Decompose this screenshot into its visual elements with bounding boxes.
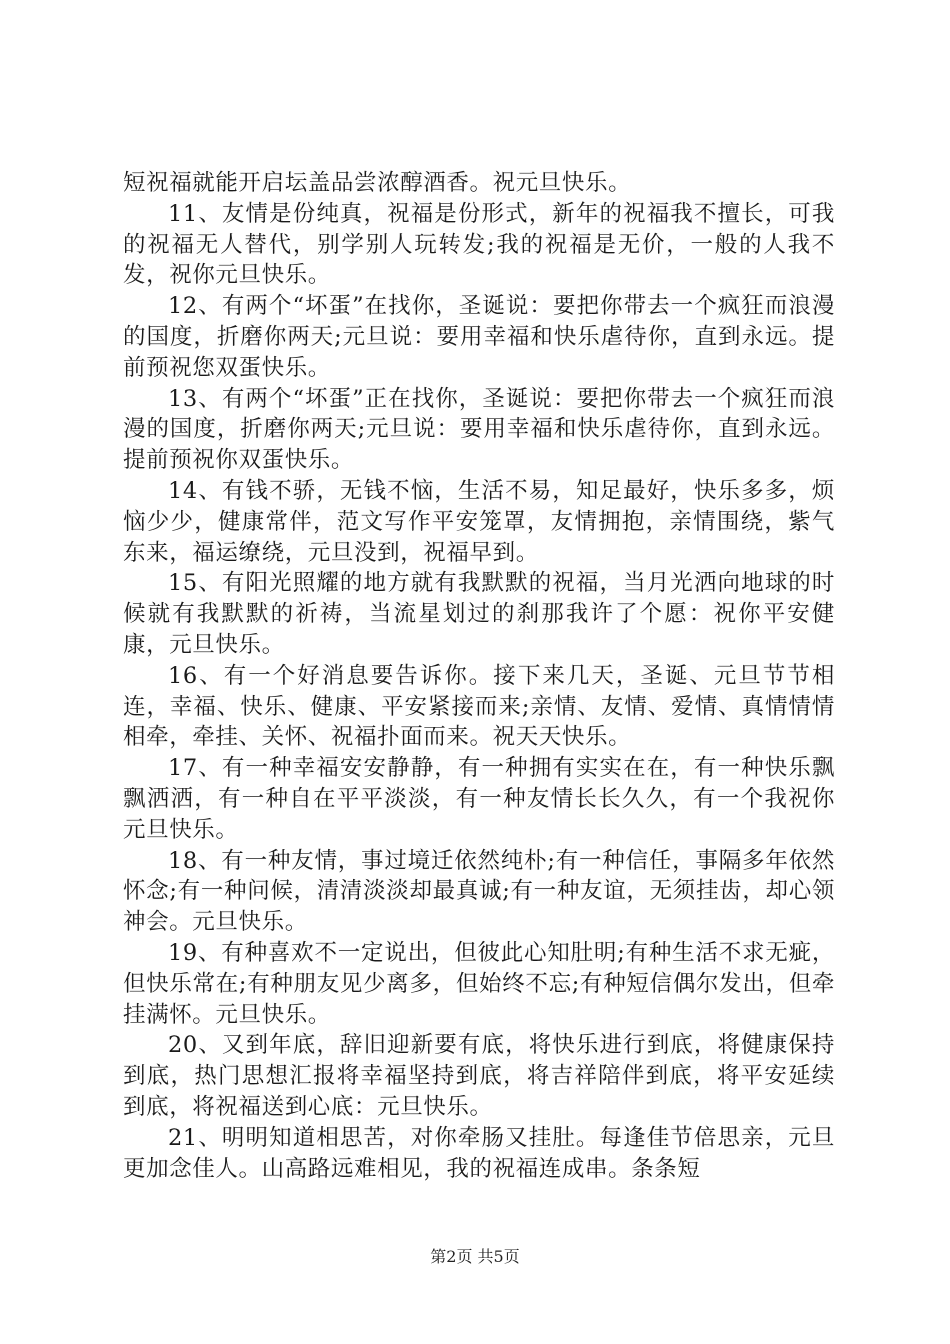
paragraph-16: 16、有一个好消息要告诉你。接下来几天，圣诞、元旦节节相连，幸福、快乐、健康、平安紧接而来;亲情、友情、爱情、真情情情相牵，牵挂、关怀、祝福扑面而来。祝天天快乐。	[123, 662, 835, 751]
paragraph-14: 14、有钱不骄，无钱不恼，生活不易，知足最好，快乐多多，烦恼少少，健康常伴，范文写作平安笼罩，友情拥抱，亲情围绕，紫气东来，福运缭绕，元旦没到，祝福早到。	[123, 477, 835, 566]
paragraph-21: 21、明明知道相思苦，对你牵肠又挂肚。每逢佳节倍思亲，元旦更加念佳人。山高路远难相见，我的祝福连成串。条条短	[123, 1124, 835, 1182]
paragraph-19: 19、有种喜欢不一定说出，但彼此心知肚明;有种生活不求无疵，但快乐常在;有种朋友见少离多，但始终不忘;有种短信偶尔发出，但牵挂满怀。元旦快乐。	[123, 939, 835, 1028]
paragraph-18: 18、有一种友情，事过境迁依然纯朴;有一种信任，事隔多年依然怀念;有一种问候，清清淡淡却最真诚;有一种友谊，无须挂齿，却心领神会。元旦快乐。	[123, 847, 835, 936]
paragraph-17: 17、有一种幸福安安静静，有一种拥有实实在在，有一种快乐飘飘洒洒，有一种自在平平淡淡，有一种友情长长久久，有一个我祝你元旦快乐。	[123, 755, 835, 843]
document-body	[123, 168, 835, 1184]
paragraph-11: 11、友情是份纯真，祝福是份形式，新年的祝福我不擅长，可我的祝福无人替代，别学别人玩转发;我的祝福是无价，一般的人我不发，祝你元旦快乐。	[123, 200, 835, 289]
paragraph-13: 13、有两个“坏蛋”正在找你，圣诞说：要把你带去一个疯狂而浪漫的国度，折磨你两天;元旦说：要用幸福和快乐虐待你，直到永远。提前预祝你双蛋快乐。	[123, 385, 835, 474]
paragraph-15: 15、有阳光照耀的地方就有我默默的祝福，当月光洒向地球的时候就有我默默的祈祷，当流星划过的刹那我许了个愿：祝你平安健康，元旦快乐。	[123, 570, 835, 658]
paragraph-12: 12、有两个“坏蛋”在找你，圣诞说：要把你带去一个疯狂而浪漫的国度，折磨你两天;元旦说：要用幸福和快乐虐待你，直到永远。提前预祝您双蛋快乐。	[123, 293, 835, 381]
paragraph-continuation: 短祝福就能开启坛盖品尝浓醇酒香。祝元旦快乐。	[123, 170, 632, 196]
page-number-footer: 第2页 共5页	[430, 1247, 520, 1266]
paragraph-20: 20、又到年底，辞旧迎新要有底，将快乐进行到底，将健康保持到底，热门思想汇报将幸福坚持到底，将吉祥陪伴到底，将平安延续到底，将祝福送到心底：元旦快乐。	[123, 1032, 835, 1120]
